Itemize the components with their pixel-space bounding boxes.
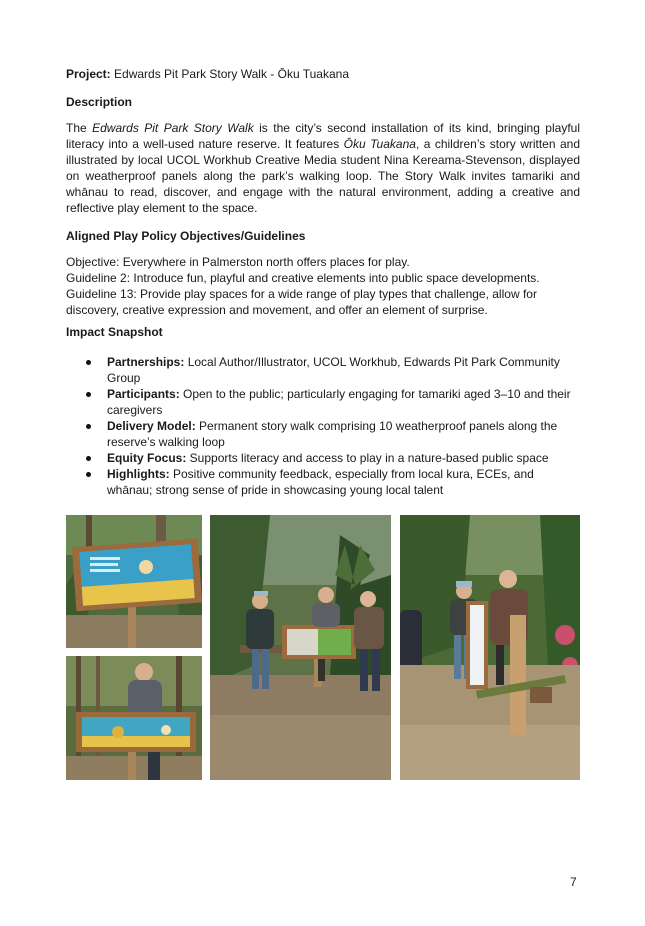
- item-label: Equity Focus:: [107, 451, 187, 465]
- photo-man-with-panel: [66, 656, 202, 780]
- item-text: Supports literacy and access to play in a nature-based public space: [186, 451, 549, 465]
- document-body: [66, 58, 580, 340]
- impact-list: [86, 354, 576, 498]
- photo-story-panel-image: [66, 515, 202, 648]
- list-item: [86, 386, 576, 418]
- list-item: [86, 450, 576, 466]
- impact-heading: Impact Snapshot: [66, 325, 163, 339]
- desc-text-2: is the city’s second installation of its kind, bringing playful literacy into a well-used nature reserve. It features: [66, 121, 580, 151]
- bullet-icon: [86, 424, 91, 429]
- project-line: [66, 66, 580, 82]
- desc-text-3: , a children’s story written and illustrated by local UCOL Workhub Creative Media student Nina Kereama-Stevenson, displayed on weatherproof panels along the park’s walking loop. The Story Walk invites tamariki and whānau to read, discover, and engage with the natural environment, adding a creative and reflective play element to the space.: [66, 137, 580, 215]
- bullet-icon: [86, 360, 91, 365]
- item-text: Permanent story walk comprising 10 weatherproof panels along the reserve’s walking loop: [107, 419, 558, 449]
- description-heading: Description: [66, 95, 133, 109]
- item-label: Highlights:: [107, 467, 170, 481]
- list-item: [86, 354, 576, 386]
- list-item: [86, 466, 576, 498]
- item-label: Delivery Model:: [107, 419, 196, 433]
- photo-installing-post-image: [400, 515, 580, 780]
- project-value: Edwards Pit Park Story Walk - Ōku Tuakana: [114, 67, 350, 81]
- bullet-icon: [86, 392, 91, 397]
- page-number: 7: [570, 875, 577, 889]
- item-text: Positive community feedback, especially from local kura, ECEs, and whānau; strong sense of pride in showcasing young local talent: [107, 467, 534, 497]
- desc-text-1: The: [66, 121, 93, 135]
- item-text: Open to the public; particularly engaging for tamariki aged 3–10 and their caregivers: [107, 387, 571, 417]
- bullet-icon: [86, 472, 91, 477]
- item-label: Participants:: [107, 387, 180, 401]
- policy-guideline-13: Guideline 13: Provide play spaces for a wide range of play types that challenge, allow for discovery, creative expression and movement, and offer an element of surprise.: [66, 287, 537, 317]
- photo-group-at-panel-image: [210, 515, 391, 780]
- item-label: Partnerships:: [107, 355, 185, 369]
- photo-installing-post: [400, 515, 580, 780]
- desc-em-title: Edwards Pit Park Story Walk: [92, 121, 254, 135]
- bullet-icon: [86, 456, 91, 461]
- policy-heading: Aligned Play Policy Objectives/Guidelines: [66, 229, 306, 243]
- description-paragraph: [66, 120, 580, 216]
- project-label: Project:: [66, 67, 111, 81]
- photo-group-at-panel: [210, 515, 391, 780]
- desc-em-story: Ōku Tuakana: [343, 137, 416, 151]
- photo-man-with-panel-image: [66, 656, 202, 780]
- photo-story-panel: [66, 515, 202, 648]
- policy-guideline-2: Guideline 2: Introduce fun, playful and creative elements into public space developments.: [66, 271, 540, 285]
- item-text: Local Author/Illustrator, UCOL Workhub, Edwards Pit Park Community Group: [107, 355, 560, 385]
- policy-objective: Objective: Everywhere in Palmerston north offers places for play.: [66, 255, 410, 269]
- list-item: [86, 418, 576, 450]
